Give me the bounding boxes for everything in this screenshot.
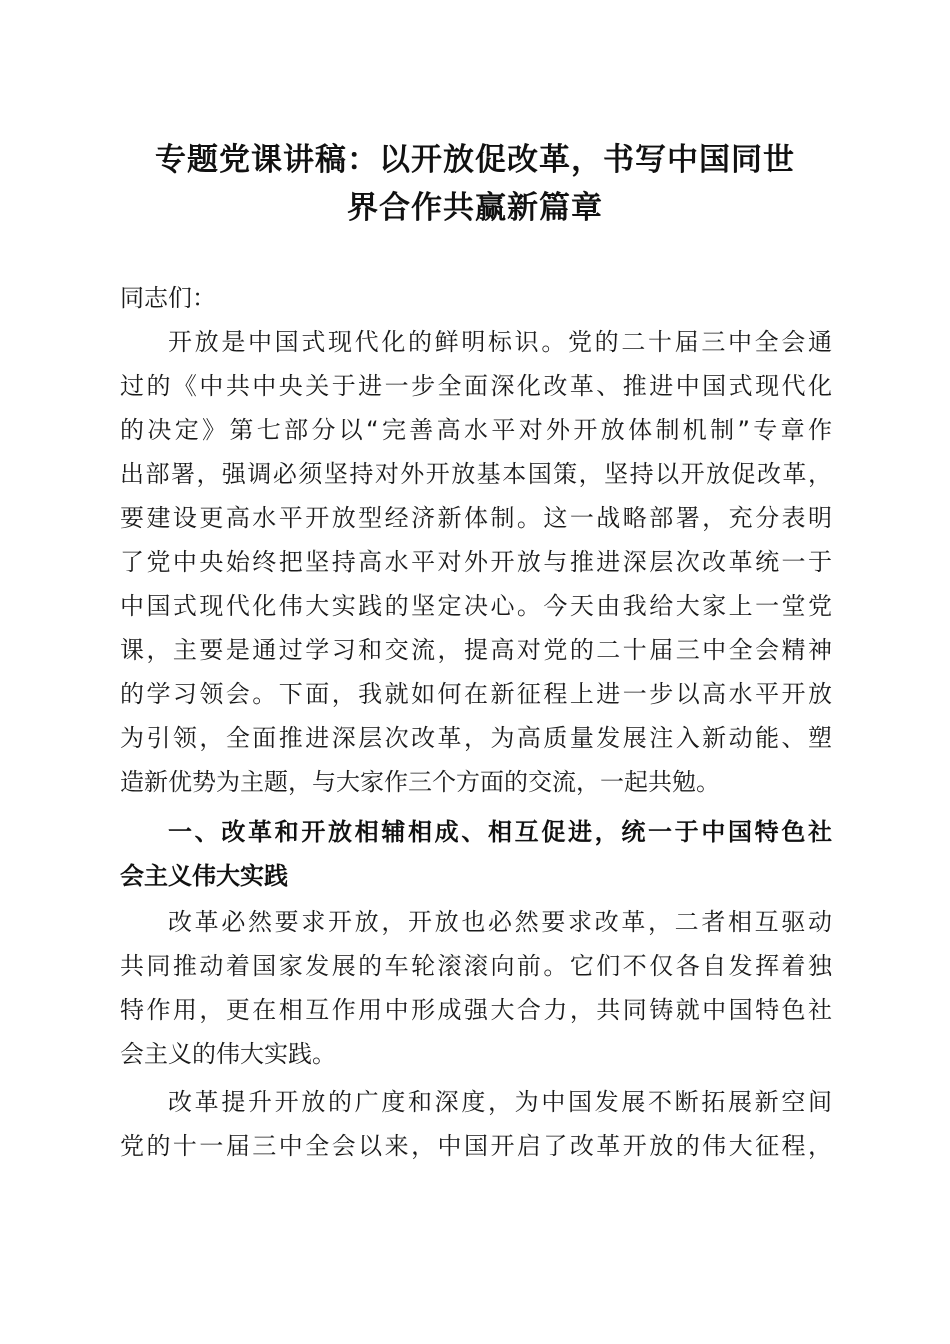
paragraph-3-line: 党的十一届三中全会以来，中国开启了改革开放的伟大征程， bbox=[120, 1132, 832, 1160]
paragraph-1-line: 为引领，全面推进深层次改革，为高质量发展注入新动能、塑 bbox=[120, 724, 832, 752]
paragraph-3-line: 改革提升开放的广度和深度，为中国发展不断拓展新空间 bbox=[168, 1088, 832, 1116]
paragraph-2-line: 改革必然要求开放，开放也必然要求改革，二者相互驱动 bbox=[168, 908, 832, 936]
salutation: 同志们： bbox=[120, 284, 216, 312]
document-title-line-2: 界合作共赢新篇章 bbox=[347, 190, 603, 226]
paragraph-1-line: 造新优势为主题，与大家作三个方面的交流，一起共勉。 bbox=[120, 768, 720, 796]
paragraph-1-line: 了党中央始终把坚持高水平对外开放与推进深层次改革统一于 bbox=[120, 548, 832, 576]
paragraph-1-line: 出部署，强调必须坚持对外开放基本国策，坚持以开放促改革， bbox=[120, 460, 832, 488]
paragraph-1-line: 的决定》第七部分以“完善高水平对外开放体制机制”专章作 bbox=[120, 416, 832, 444]
document-title-line-1: 专题党课讲稿：以开放促改革，书写中国同世 bbox=[155, 142, 795, 178]
paragraph-2-line: 特作用，更在相互作用中形成强大合力，共同铸就中国特色社 bbox=[120, 996, 832, 1024]
paragraph-2-line: 会主义的伟大实践。 bbox=[120, 1040, 336, 1068]
section-1-heading-line: 会主义伟大实践 bbox=[120, 862, 288, 890]
paragraph-1-line: 开放是中国式现代化的鲜明标识。党的二十届三中全会通 bbox=[168, 328, 832, 356]
paragraph-1-line: 要建设更高水平开放型经济新体制。这一战略部署，充分表明 bbox=[120, 504, 832, 532]
paragraph-2-line: 共同推动着国家发展的车轮滚滚向前。它们不仅各自发挥着独 bbox=[120, 952, 832, 980]
paragraph-1-line: 中国式现代化伟大实践的坚定决心。今天由我给大家上一堂党 bbox=[120, 592, 832, 620]
paragraph-1-line: 过的《中共中央关于进一步全面深化改革、推进中国式现代化 bbox=[120, 372, 832, 400]
section-1-heading-line: 一、改革和开放相辅相成、相互促进，统一于中国特色社 bbox=[168, 818, 832, 846]
paragraph-1-line: 的学习领会。下面，我就如何在新征程上进一步以高水平开放 bbox=[120, 680, 832, 708]
paragraph-1-line: 课，主要是通过学习和交流，提高对党的二十届三中全会精神 bbox=[120, 636, 832, 664]
